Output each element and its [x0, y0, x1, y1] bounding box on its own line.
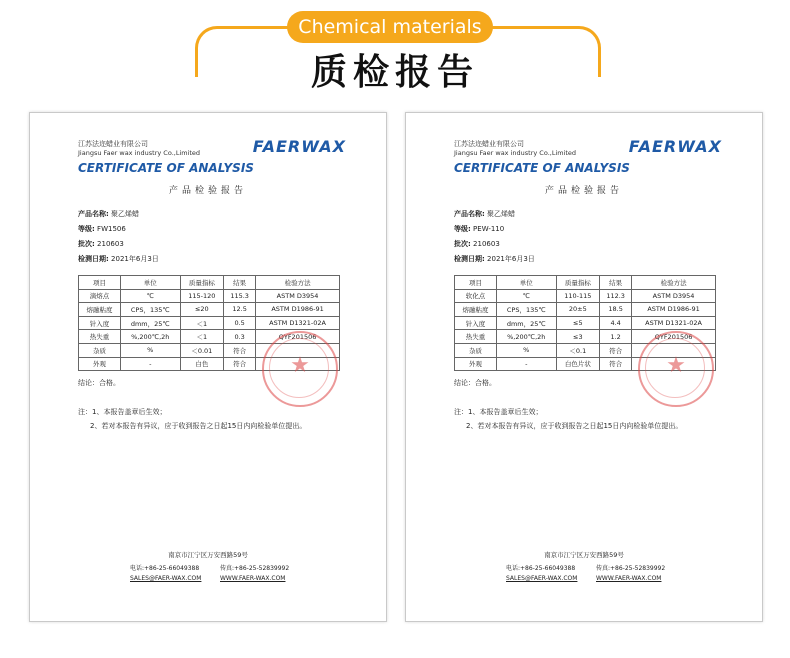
table-row: 外观 - 白色 符合	[79, 357, 340, 371]
certificate-title: CERTIFICATE OF ANALYSIS	[78, 161, 254, 175]
table-row: 熔融粘度 CPS，135℃ ≤20 12.5 ASTM D1986-91	[79, 303, 340, 317]
table-row: 针入度 dmm，25℃ ≤5 4.4 ASTM D1321-02A	[455, 316, 716, 330]
website-link[interactable]: WWW.FAER-WAX.COM	[596, 575, 662, 582]
note-1: 注：1、本报告盖章后生效；	[454, 408, 543, 416]
fax-number: 传真:+86-25-52839992	[596, 565, 666, 572]
product-name-field: 产品名称: 聚乙烯蜡	[78, 210, 140, 218]
website-link[interactable]: WWW.FAER-WAX.COM	[220, 575, 286, 582]
email-link[interactable]: SALES@FAER-WAX.COM	[506, 575, 578, 582]
page-title: 质检报告	[310, 52, 479, 93]
table-row: 杂质 % ＜0.1 符合	[455, 343, 716, 357]
conclusion: 结论：合格。	[454, 379, 496, 387]
batch-field: 批次: 210603	[454, 240, 500, 248]
certificate-document-left	[29, 112, 387, 622]
company-name-en: Jiangsu Faer wax industry Co.,Limited	[454, 149, 577, 157]
email-link[interactable]: SALES@FAER-WAX.COM	[130, 575, 202, 582]
report-title: 产品检验报告	[168, 186, 247, 196]
product-name-field: 产品名称: 聚乙烯蜡	[454, 210, 516, 218]
table-row: 热失重 %,200℃,2h ＜1 0.3 QYF201506	[79, 330, 340, 344]
test-date-field: 检测日期: 2021年6月3日	[454, 255, 535, 263]
note-2: 2、若对本报告有异议，应于收到报告之日起15日内向检验单位提出。	[90, 422, 307, 430]
company-seal-stamp	[262, 331, 338, 407]
company-name-en: Jiangsu Faer wax industry Co.,Limited	[78, 149, 201, 157]
phone-number: 电话:+86-25-66049388	[130, 565, 200, 572]
faerwax-logo: FAERWAX	[628, 137, 722, 156]
fax-number: 传真:+86-25-52839992	[220, 565, 290, 572]
certificate-title: CERTIFICATE OF ANALYSIS	[454, 161, 630, 175]
table-row: 滴熔点 ℃ 115-120 115.3 ASTM D3954	[79, 289, 340, 303]
note-2: 2、若对本报告有异议，应于收到报告之日起15日内向检验单位提出。	[466, 422, 683, 430]
company-address: 南京市江宁区万安西路59号	[544, 551, 624, 559]
table-row: 针入度 dmm，25℃ ＜1 0.5 ASTM D1321-02A	[79, 316, 340, 330]
company-seal-stamp	[638, 331, 714, 407]
certificate-document-right	[405, 112, 763, 622]
company-name-cn: 江苏法迩蜡业有限公司	[454, 140, 524, 148]
table-row: 外观 - 白色片状 符合	[455, 357, 716, 371]
star-icon: ★	[666, 353, 686, 378]
note-1: 注：1、本报告盖章后生效；	[78, 408, 167, 416]
grade-field: 等级: FW1506	[78, 225, 126, 233]
report-title: 产品检验报告	[544, 186, 623, 196]
batch-field: 批次: 210603	[78, 240, 124, 248]
table-row: 软化点 ℃ 110-115 112.3 ASTM D3954	[455, 289, 716, 303]
company-address: 南京市江宁区万安西路59号	[168, 551, 248, 559]
star-icon: ★	[290, 353, 310, 378]
company-name-cn: 江苏法迩蜡业有限公司	[78, 140, 148, 148]
table-header-row: 项目 单位 质量指标 结果 检验方法	[455, 276, 716, 290]
conclusion: 结论：合格。	[78, 379, 120, 387]
test-date-field: 检测日期: 2021年6月3日	[78, 255, 159, 263]
phone-number: 电话:+86-25-66049388	[506, 565, 576, 572]
table-header-row: 项目 单位 质量指标 结果 检验方法	[79, 276, 340, 290]
table-row: 热失重 %,200℃,2h ≤3 1.2 QYF201506	[455, 330, 716, 344]
table-row: 熔融粘度 CPS，135℃ 20±5 18.5 ASTM D1986-91	[455, 303, 716, 317]
category-pill: Chemical materials	[287, 11, 493, 43]
table-row: 杂质 % ＜0.01 符合	[79, 343, 340, 357]
grade-field: 等级: PEW-110	[454, 225, 505, 233]
faerwax-logo: FAERWAX	[252, 137, 346, 156]
